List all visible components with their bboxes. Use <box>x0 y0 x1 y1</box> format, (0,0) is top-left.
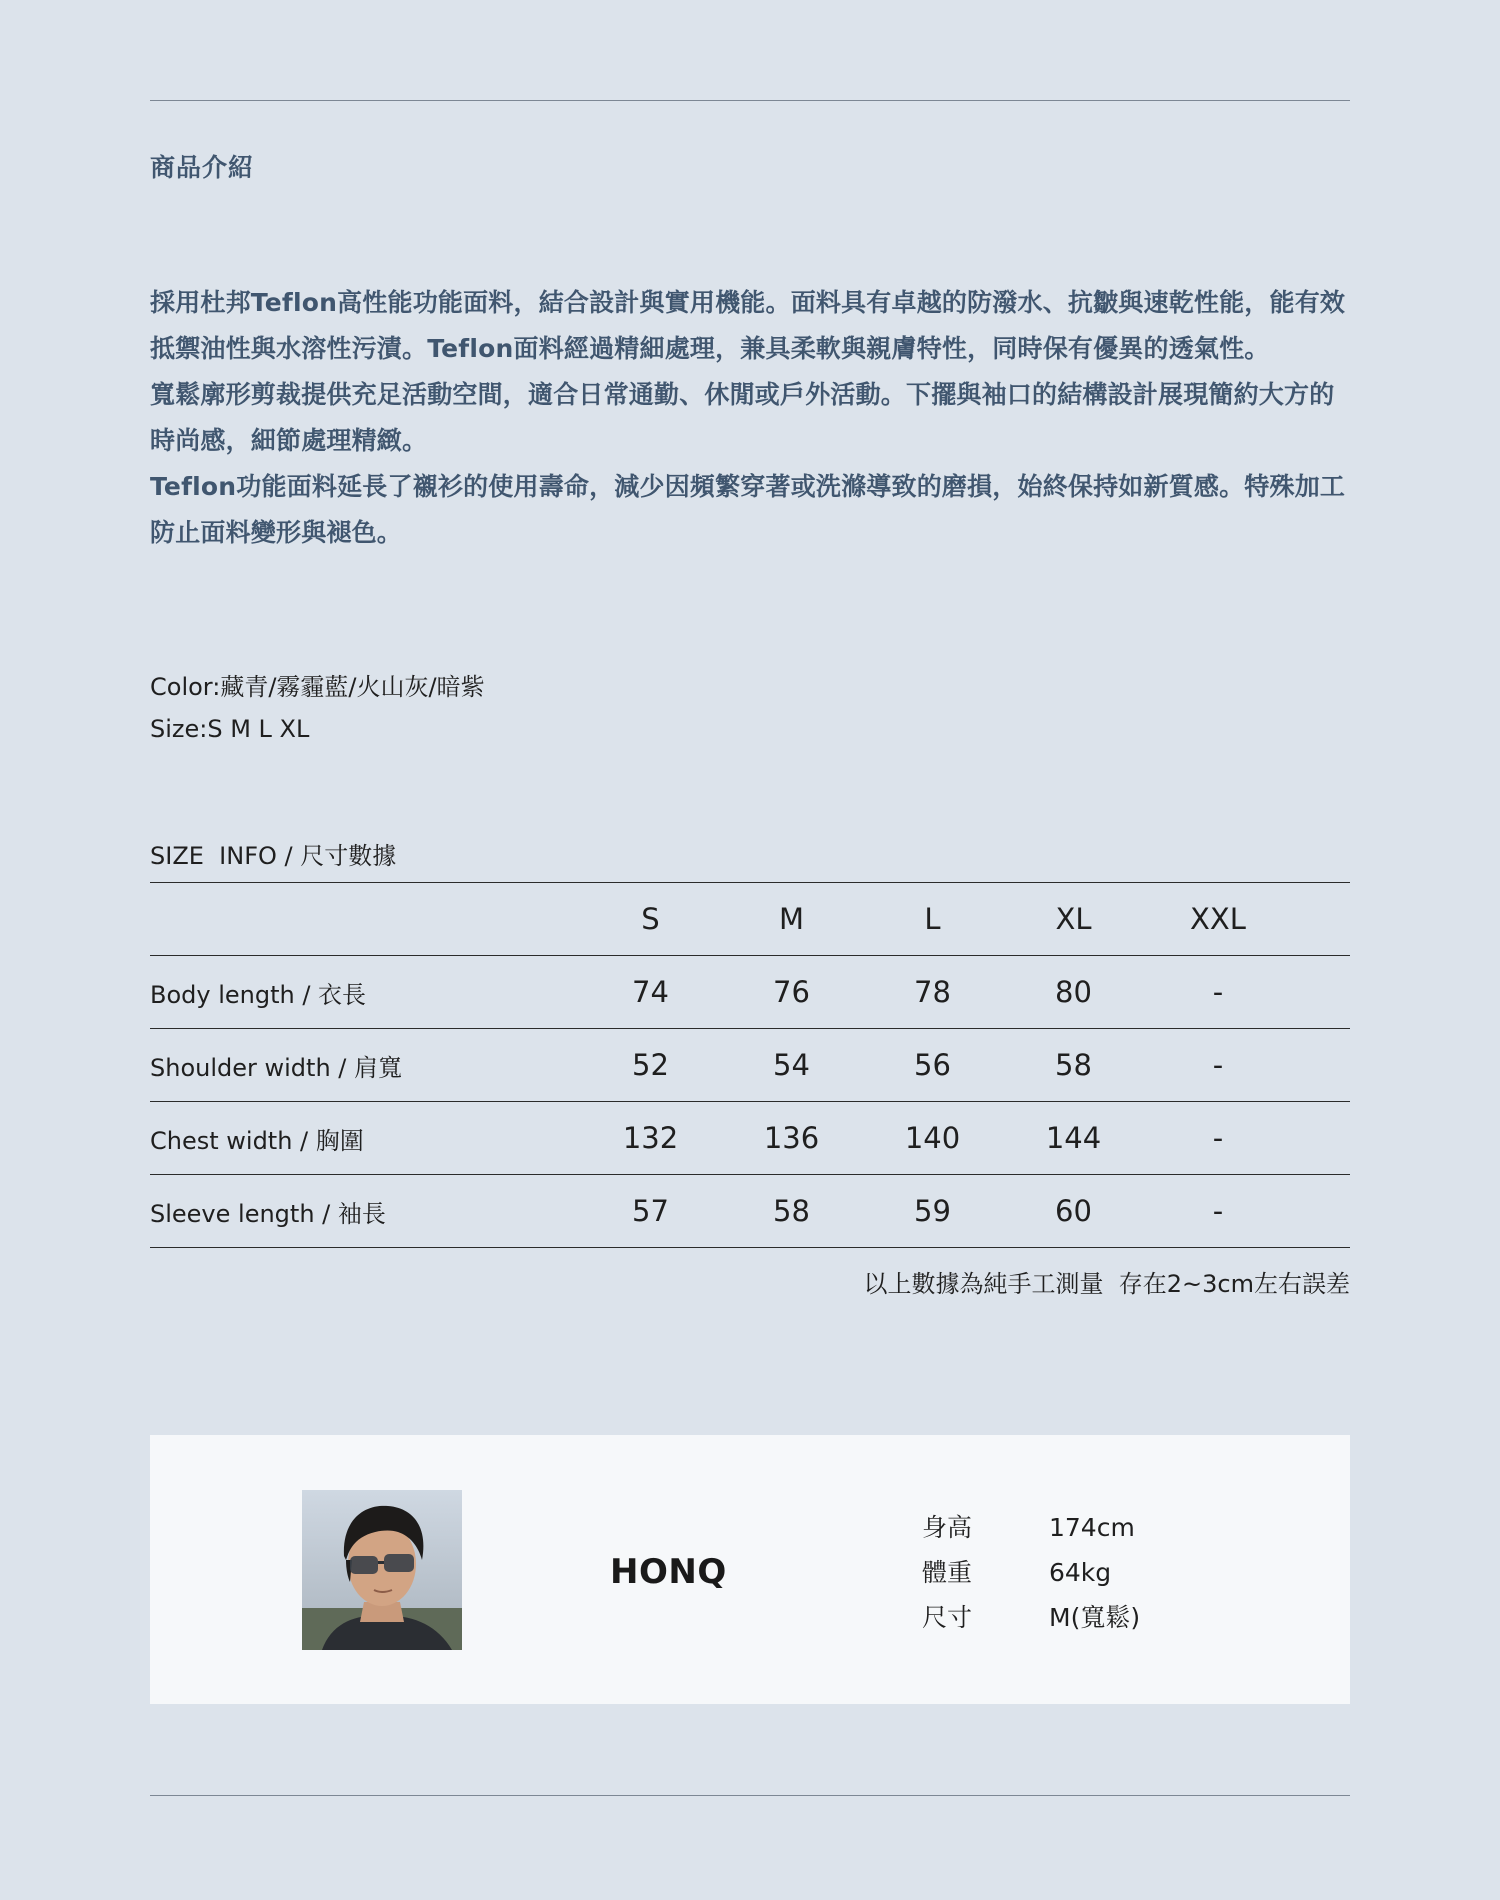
model-name: HONQ <box>610 1552 727 1592</box>
table-cell: 57 <box>632 1194 669 1228</box>
table-row <box>150 1175 1350 1248</box>
stat-value: 174cm <box>1049 1513 1135 1542</box>
model-photo <box>302 1490 462 1650</box>
table-cell: 132 <box>622 1121 679 1155</box>
stat-row-size <box>922 1595 1140 1640</box>
header-size-xl: XL <box>1055 902 1092 936</box>
table-cell: - <box>1212 975 1224 1009</box>
table-cell: - <box>1212 1121 1224 1155</box>
bottom-divider <box>150 1795 1350 1796</box>
intro-paragraph-3: Teflon功能面料延長了襯衫的使用壽命，減少因頻繁穿著或洗滌導致的磨損，始終保持如新質感。特殊加工防止面料變形與褪色。 <box>150 472 1346 547</box>
size-table <box>150 882 1350 1248</box>
stat-label: 體重 <box>922 1558 973 1587</box>
product-intro <box>150 280 1350 556</box>
stat-label: 尺寸 <box>922 1603 973 1632</box>
size-table-title: SIZE INFO / 尺寸數據 <box>150 842 397 870</box>
row-label-body-length: Body length / 衣長 <box>150 980 367 1009</box>
row-label-sleeve-length: Sleeve length / 袖長 <box>150 1199 386 1228</box>
header-empty-cell <box>150 883 580 956</box>
intro-paragraph-2: 寬鬆廓形剪裁提供充足活動空間，適合日常通勤、休閒或戶外活動。下擺與袖口的結構設計展現簡約大方的時尚感，細節處理精緻。 <box>150 380 1335 455</box>
product-specs <box>150 666 485 750</box>
stat-row-height <box>922 1505 1140 1550</box>
model-info-card <box>150 1435 1350 1704</box>
row-pad <box>1292 1175 1350 1248</box>
table-cell: 56 <box>914 1048 951 1082</box>
model-photo-illustration <box>302 1490 462 1650</box>
model-stats <box>922 1505 1140 1640</box>
table-row <box>150 1102 1350 1175</box>
stat-value: M(寬鬆) <box>1049 1603 1141 1632</box>
table-cell: 136 <box>763 1121 820 1155</box>
color-options: Color:藏青/霧霾藍/火山灰/暗紫 <box>150 673 485 701</box>
table-row <box>150 956 1350 1029</box>
table-cell: 52 <box>632 1048 669 1082</box>
row-pad <box>1292 1029 1350 1102</box>
top-divider <box>150 100 1350 101</box>
table-cell: 54 <box>773 1048 810 1082</box>
table-cell: 60 <box>1055 1194 1092 1228</box>
stat-row-weight <box>922 1550 1140 1595</box>
header-pad <box>1292 883 1350 956</box>
table-cell: 80 <box>1055 975 1092 1009</box>
stat-value: 64kg <box>1049 1558 1112 1587</box>
header-size-l: L <box>924 902 941 936</box>
section-title: 商品介紹 <box>150 153 255 182</box>
measurement-note: 以上數據為純手工測量 存在2~3cm左右誤差 <box>863 1270 1350 1298</box>
header-size-xxl: XXL <box>1190 902 1246 936</box>
table-cell: - <box>1212 1194 1224 1228</box>
size-options: Size:S M L XL <box>150 715 310 743</box>
table-cell: 58 <box>1055 1048 1092 1082</box>
row-label-chest-width: Chest width / 胸圍 <box>150 1126 364 1155</box>
table-cell: 78 <box>914 975 951 1009</box>
table-cell: 144 <box>1045 1121 1102 1155</box>
header-size-s: S <box>641 902 660 936</box>
table-cell: 58 <box>773 1194 810 1228</box>
size-table-header <box>150 883 1350 956</box>
stat-label: 身高 <box>922 1513 973 1542</box>
table-cell: 74 <box>632 975 669 1009</box>
table-cell: - <box>1212 1048 1224 1082</box>
header-size-m: M <box>778 902 805 936</box>
row-label-shoulder-width: Shoulder width / 肩寬 <box>150 1053 402 1082</box>
table-cell: 76 <box>773 975 810 1009</box>
row-pad <box>1292 1102 1350 1175</box>
product-description-page <box>150 0 1350 1900</box>
table-row <box>150 1029 1350 1102</box>
intro-paragraph-1: 採用杜邦Teflon高性能功能面料，結合設計與實用機能。面料具有卓越的防潑水、抗皺與速乾性能，能有效抵禦油性與水溶性污漬。Teflon面料經過精細處理，兼具柔軟與親膚特性，同時保有優異的透氣性。 <box>150 288 1346 363</box>
table-cell: 59 <box>914 1194 951 1228</box>
row-pad <box>1292 956 1350 1029</box>
table-cell: 140 <box>904 1121 961 1155</box>
